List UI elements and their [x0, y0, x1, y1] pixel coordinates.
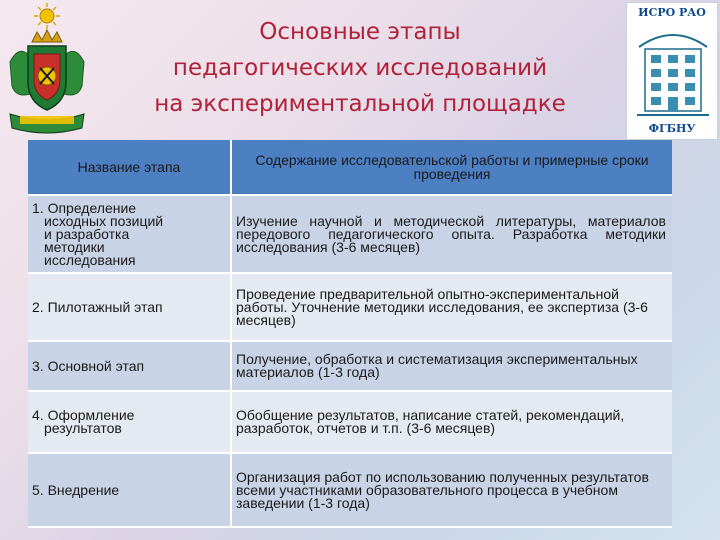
isro-rao-logo — [626, 2, 718, 140]
header-content: Содержание исследовательской работы и примерные сроки проведения — [232, 140, 672, 196]
table-row — [28, 454, 672, 528]
stage-name-line: 5. Внедрение — [32, 481, 120, 498]
stage-name-cell — [28, 454, 232, 528]
building-icon — [635, 23, 711, 119]
stage-name-line: исходных позиций — [44, 212, 164, 229]
header-stage-name: Название этапа — [28, 140, 232, 196]
page-title — [110, 14, 610, 122]
stage-name-cell — [28, 392, 232, 454]
stage-name-line: 3. Основной этап — [32, 357, 145, 374]
logo-bottom-text: ФГБНУ — [648, 122, 696, 135]
stage-name-cell — [28, 274, 232, 342]
stage-content-cell: Изучение научной и методической литературы, материалов передового педагогического опыта. Разработка методики исследования (3-6 месяцев) — [232, 196, 672, 274]
stage-content-cell: Проведение предварительной опытно-экспериментальной работы. Уточнение методики исследования, ее экспертиза (3-6 месяцев) — [232, 274, 672, 342]
coat-of-arms-icon — [4, 2, 90, 136]
stage-name-line: результатов — [44, 420, 122, 436]
table-header-row — [28, 140, 672, 196]
table-row — [28, 274, 672, 342]
stage-name-line: исследования — [44, 251, 136, 268]
logo-top-text: ИСРО РАО — [638, 6, 706, 19]
stage-name-cell — [28, 196, 232, 274]
title-line: Основные этапы — [259, 19, 461, 45]
title-line: педагогических исследований — [172, 55, 548, 81]
stage-name-cell — [28, 342, 232, 392]
stage-name-line: 1. Определение — [32, 199, 137, 216]
table-row — [28, 342, 672, 392]
table-row — [28, 196, 672, 274]
stage-name-line: 4. Оформление — [32, 407, 135, 423]
stage-name-line: методики — [44, 238, 105, 255]
stage-name-line: и разработка — [44, 225, 130, 242]
stages-table — [28, 140, 672, 528]
stage-name-line: 2. Пилотажный этап — [32, 298, 163, 315]
table-row — [28, 392, 672, 454]
emblem — [4, 2, 90, 136]
stage-content-cell: Обобщение результатов, написание статей, рекомендаций, разработок, отчетов и т.п. (3-6 месяцев) — [232, 392, 672, 454]
stage-content-cell: Получение, обработка и систематизация экспериментальных материалов (1-3 года) — [232, 342, 672, 392]
stage-content-cell: Организация работ по использованию полученных результатов всеми участниками образовательного процесса в учебном заведении (1-3 года) — [232, 454, 672, 528]
title-line: на экспериментальной площадке — [154, 91, 566, 117]
